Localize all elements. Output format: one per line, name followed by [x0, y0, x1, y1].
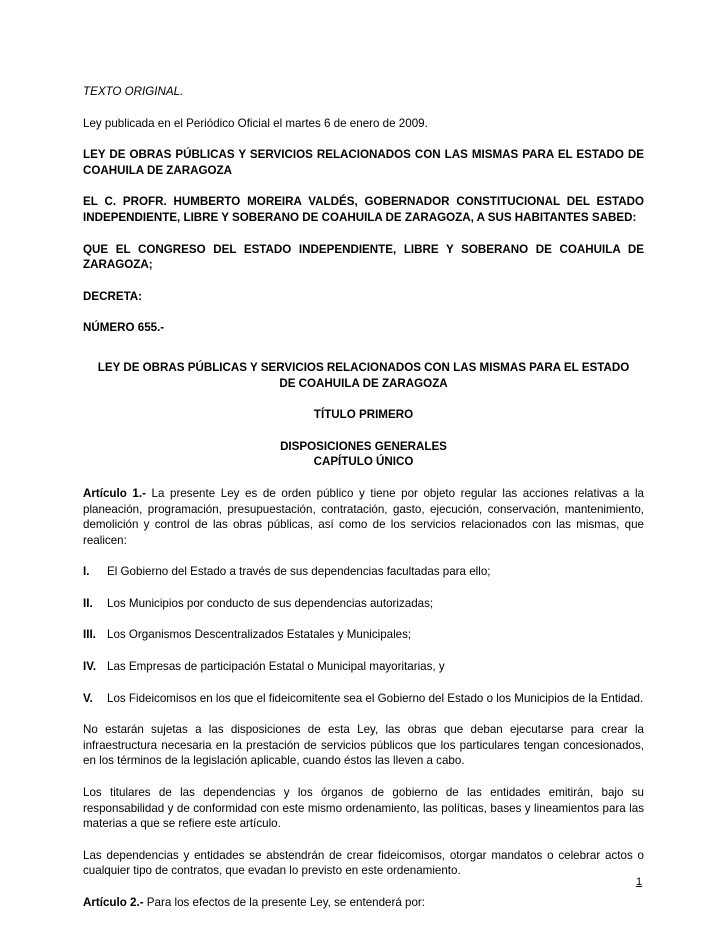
article-1	[83, 486, 644, 548]
fraccion-text: Los Municipios por conducto de sus dependencias autorizadas;	[107, 596, 434, 610]
fraccion-text: Las Empresas de participación Estatal o Municipal mayoritarias, y	[107, 660, 445, 674]
fraccion-item	[83, 659, 644, 675]
article-2	[83, 895, 644, 911]
fraccion-item	[83, 596, 644, 612]
law-heading	[83, 360, 644, 470]
fraccion-number: I.	[83, 565, 90, 579]
law-title-heading: LEY DE OBRAS PÚBLICAS Y SERVICIOS RELACIONADOS CON LAS MISMAS PARA EL ESTADO DE COAHUILA DE ZARAGOZA	[97, 360, 630, 390]
article-1-paragraph: Los titulares de las dependencias y los órganos de gobierno de las entidades emitirán, bajo su responsabilidad y de conformidad con este mismo ordenamiento, las políticas, bases y lineamientos para las materias a que se refiere este artículo.	[83, 786, 644, 831]
fraccion-number: V.	[83, 691, 93, 705]
article-1-text: La presente Ley es de orden público y tiene por objeto regular las acciones relativas a la planeación, programación, presupuestación, contratación, gasto, ejecución, conservación, mantenimiento, demolición y control de las obras públicas, así como de los servicios relacionados con las mismas, que realicen:	[83, 486, 644, 547]
fraccion-item	[83, 691, 644, 707]
decree-number: NÚMERO 655.-	[83, 321, 165, 335]
decreta-label: DECRETA:	[83, 289, 143, 303]
article-2-label: Artículo 2.-	[83, 896, 144, 909]
law-title-preamble: LEY DE OBRAS PÚBLICAS Y SERVICIOS RELACIONADOS CON LAS MISMAS PARA EL ESTADO DE COAHUILA DE ZARAGOZA	[83, 148, 644, 177]
fraccion-item	[83, 564, 644, 580]
fraccion-text: El Gobierno del Estado a través de sus dependencias facultadas para ello;	[107, 565, 491, 579]
fraccion-number: III.	[83, 628, 96, 642]
fraccion-text: Los Organismos Descentralizados Estatales y Municipales;	[107, 628, 412, 642]
article-1-paragraph: No estarán sujetas a las disposiciones de esta Ley, las obras que deban ejecutarse para crear la infraestructura necesaria en la prestación de servicios públicos que los particulares tengan concesionados, en los términos de la legislación aplicable, cuando éstos las lleven a cabo.	[83, 723, 644, 768]
article-1-label: Artículo 1.-	[83, 486, 146, 500]
fraccion-text: Los Fideicomisos en los que el fideicomitente sea el Gobierno del Estado o los Municipios de la Entidad.	[107, 691, 644, 705]
congress-statement: QUE EL CONGRESO DEL ESTADO INDEPENDIENTE, LIBRE Y SOBERANO DE COAHUILA DE ZARAGOZA;	[83, 242, 644, 272]
capitulo-heading: CAPÍTULO ÚNICO	[313, 455, 414, 469]
titulo-heading: TÍTULO PRIMERO	[313, 408, 414, 422]
article-1-paragraph: Las dependencias y entidades se abstendrán de crear fideicomisos, otorgar mandatos o celebrar actos o cualquier tipo de contratos, que evadan lo previsto en este ordenamiento.	[83, 848, 644, 878]
publication-note: Ley publicada en el Periódico Oficial el martes 6 de enero de 2009.	[83, 116, 428, 130]
fraccion-number: IV.	[83, 660, 97, 674]
fraccion-number: II.	[83, 596, 93, 610]
article-2-text: Para los efectos de la presente Ley, se entenderá por:	[143, 896, 425, 909]
document-page	[83, 84, 644, 927]
governor-statement: EL C. PROFR. HUMBERTO MOREIRA VALDÉS, GOBERNADOR CONSTITUCIONAL DEL ESTADO INDEPENDIENTE, LIBRE Y SOBERANO DE COAHUILA DE ZARAGOZA, A SUS HABITANTES SABED:	[83, 195, 644, 224]
page-number: 1	[636, 876, 643, 888]
disposiciones-heading: DISPOSICIONES GENERALES	[280, 439, 447, 453]
texto-original-label: TEXTO ORIGINAL.	[83, 85, 184, 98]
fraccion-item	[83, 627, 644, 643]
